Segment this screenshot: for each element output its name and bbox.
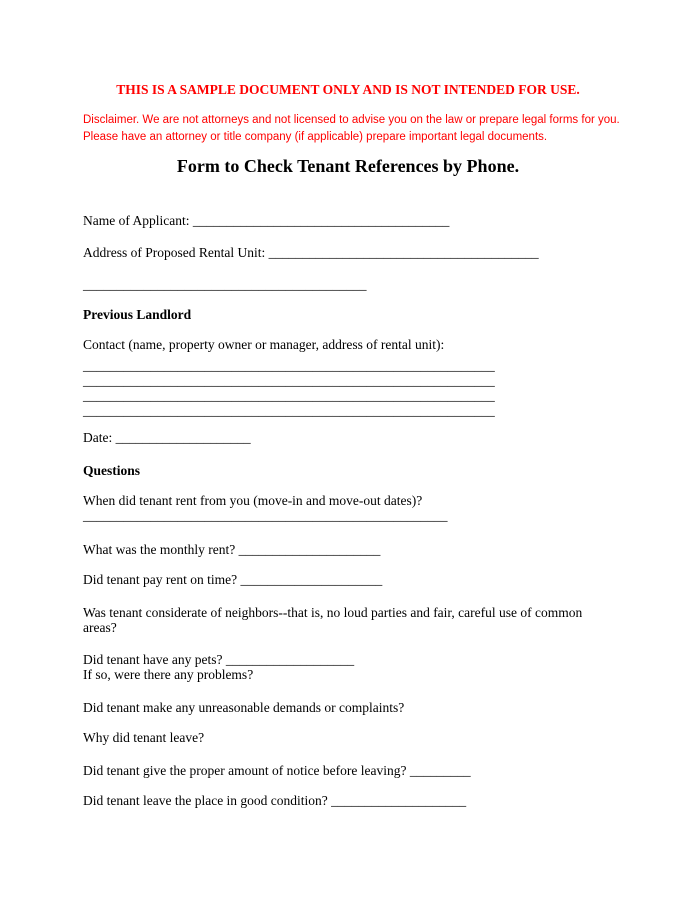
blank-line-name-of-applicant: ______________________________________ (192, 213, 450, 228)
contact-blank-lines (83, 358, 613, 418)
blank-line-contact-2: _____________________________________________________________ (83, 373, 495, 388)
question-label-rent-period: When did tenant rent from you (move-in and move-out dates)? (83, 493, 423, 508)
form-row-rental-unit-address-continuation (83, 277, 613, 292)
blank-line-rent-period: ______________________________________________________ (83, 508, 448, 523)
question-label-pets: Did tenant have any pets? (83, 652, 223, 667)
question-considerate-of-neighbors: Was tenant considerate of neighbors--that is, no loud parties and fair, careful use of common areas? (83, 605, 583, 635)
question-label-good-condition: Did tenant leave the place in good condition? (83, 793, 328, 808)
question-label-monthly-rent: What was the monthly rent? (83, 542, 236, 557)
sample-notice: THIS IS A SAMPLE DOCUMENT ONLY AND IS NOT INTENDED FOR USE. (116, 82, 580, 97)
question-rent-on-time (83, 572, 613, 587)
disclaimer-line-1: Disclaimer. We are not attorneys and not licensed to advise you on the law or prepare legal forms for you. (83, 114, 620, 126)
disclaimer-line-2: Please have an attorney or title company (if applicable) prepare important legal documents. (83, 131, 548, 143)
blank-line-contact-4: _____________________________________________________________ (83, 403, 495, 418)
blank-line-date: ____________________ (115, 430, 251, 445)
question-proper-notice (83, 763, 613, 778)
blank-line-contact-1: _____________________________________________________________ (83, 358, 495, 373)
form-row-date (83, 430, 613, 445)
question-label-pets-followup: If so, were there any problems? (83, 667, 254, 682)
field-label-rental-unit-address: Address of Proposed Rental Unit: (83, 245, 266, 260)
document-title: Form to Check Tenant References by Phone. (176, 156, 520, 176)
blank-line-rental-unit-address: ________________________________________ (268, 245, 539, 260)
blank-line-rental-unit-address-continuation: __________________________________________ (83, 277, 367, 292)
question-rent-period (83, 493, 613, 523)
section-heading-questions: Questions (83, 463, 141, 478)
blank-line-proper-notice: _________ (409, 763, 471, 778)
question-monthly-rent (83, 542, 613, 557)
disclaimer (83, 112, 683, 146)
question-pets-line-1 (83, 652, 613, 667)
question-label-rent-on-time: Did tenant pay rent on time? (83, 572, 238, 587)
blank-line-monthly-rent: _____________________ (238, 542, 381, 557)
blank-line-pets: ___________________ (225, 652, 355, 667)
question-pets (83, 652, 613, 682)
section-heading-previous-landlord: Previous Landlord (83, 307, 192, 322)
blank-line-good-condition: ____________________ (331, 793, 467, 808)
question-unreasonable-demands: Did tenant make any unreasonable demands or complaints? (83, 700, 405, 715)
question-why-did-tenant-leave: Why did tenant leave? (83, 730, 205, 745)
question-label-proper-notice: Did tenant give the proper amount of notice before leaving? (83, 763, 407, 778)
form-row-contact-label: Contact (name, property owner or manager, address of rental unit): (83, 337, 445, 352)
field-label-date: Date: (83, 430, 113, 445)
form-row-name-of-applicant (83, 213, 613, 228)
blank-line-contact-3: _____________________________________________________________ (83, 388, 495, 403)
blank-line-rent-on-time: _____________________ (240, 572, 383, 587)
field-label-name-of-applicant: Name of Applicant: (83, 213, 190, 228)
form-row-rental-unit-address (83, 245, 613, 260)
question-good-condition (83, 793, 613, 808)
